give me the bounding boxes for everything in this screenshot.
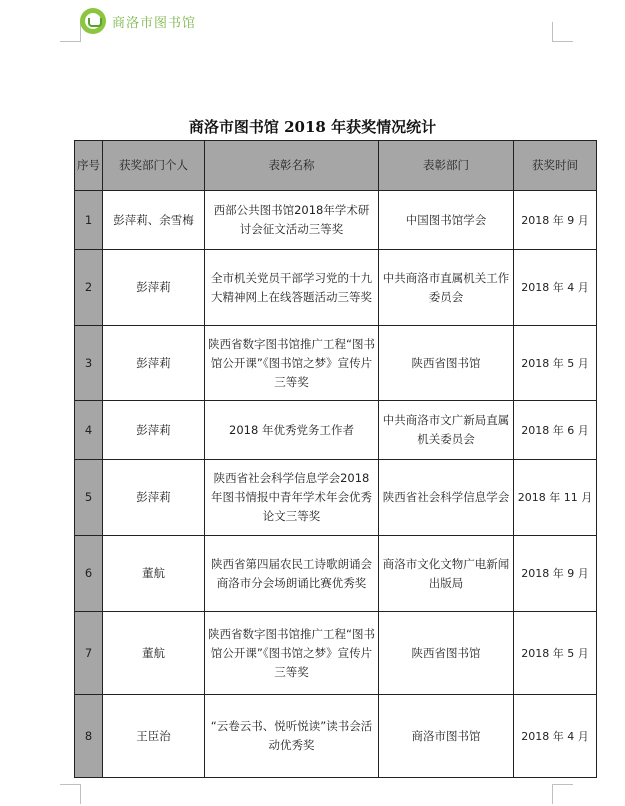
column-header-number: 序号 — [75, 141, 103, 191]
crop-mark — [80, 784, 81, 804]
row-issuer: 陕西省社会科学信息学会 — [379, 460, 514, 536]
row-number: 4 — [75, 401, 103, 460]
row-award: 陕西省数字图书馆推广工程“图书馆公开课”《图书馆之梦》宣传片三等奖 — [205, 612, 379, 695]
row-date: 2018 年 4 月 — [514, 250, 597, 326]
row-number: 2 — [75, 250, 103, 326]
column-header-award: 表彰名称 — [205, 141, 379, 191]
row-winner: 彭萍莉 — [103, 250, 205, 326]
row-issuer: 商洛市图书馆 — [379, 695, 514, 778]
table-header-row — [75, 141, 597, 191]
row-number: 8 — [75, 695, 103, 778]
table-row — [75, 401, 597, 460]
table-row — [75, 612, 597, 695]
column-header-date: 获奖时间 — [514, 141, 597, 191]
table-row — [75, 695, 597, 778]
column-header-issuer: 表彰部门 — [379, 141, 514, 191]
crop-mark — [553, 41, 573, 42]
row-date: 2018 年 4 月 — [514, 695, 597, 778]
row-award: 2018 年优秀党务工作者 — [205, 401, 379, 460]
row-number: 1 — [75, 191, 103, 250]
row-date: 2018 年 11 月 — [514, 460, 597, 536]
document-title: 商洛市图书馆 2018 年获奖情况统计 — [188, 118, 437, 136]
table-row — [75, 326, 597, 401]
table-row — [75, 191, 597, 250]
header-library-name: 商洛市图书馆 — [112, 16, 197, 31]
crop-mark — [552, 22, 553, 42]
crop-mark — [553, 784, 573, 785]
crop-mark — [60, 41, 80, 42]
crop-mark — [60, 784, 80, 785]
row-winner: 彭萍莉 — [103, 401, 205, 460]
table-row — [75, 460, 597, 536]
row-number: 3 — [75, 326, 103, 401]
column-header-winner: 获奖部门个人 — [103, 141, 205, 191]
logo-book-shape — [88, 18, 102, 27]
row-award: 陕西省数字图书馆推广工程“图书馆公开课”《图书馆之梦》宣传片三等奖 — [205, 326, 379, 401]
library-logo-icon — [80, 8, 106, 34]
row-issuer: 中国图书馆学会 — [379, 191, 514, 250]
row-number: 6 — [75, 536, 103, 612]
row-date: 2018 年 5 月 — [514, 612, 597, 695]
row-issuer: 陕西省图书馆 — [379, 326, 514, 401]
row-number: 5 — [75, 460, 103, 536]
row-award: “云卷云书、悦听悦读”读书会活动优秀奖 — [205, 695, 379, 778]
row-winner: 彭萍莉 — [103, 326, 205, 401]
row-winner: 董航 — [103, 536, 205, 612]
row-winner: 彭萍莉、余雪梅 — [103, 191, 205, 250]
crop-mark — [552, 784, 553, 804]
row-issuer: 中共商洛市直属机关工作委员会 — [379, 250, 514, 326]
table-row — [75, 536, 597, 612]
row-award: 陕西省社会科学信息学会2018年图书情报中青年学术年会优秀论文三等奖 — [205, 460, 379, 536]
row-date: 2018 年 9 月 — [514, 536, 597, 612]
row-number: 7 — [75, 612, 103, 695]
row-winner: 董航 — [103, 612, 205, 695]
table-row — [75, 250, 597, 326]
row-winner: 王臣治 — [103, 695, 205, 778]
row-award: 西部公共图书馆2018年学术研讨会征文活动三等奖 — [205, 191, 379, 250]
row-issuer: 商洛市文化文物广电新闻出版局 — [379, 536, 514, 612]
row-issuer: 陕西省图书馆 — [379, 612, 514, 695]
awards-table — [74, 140, 597, 778]
row-award: 全市机关党员干部学习党的十九大精神网上在线答题活动三等奖 — [205, 250, 379, 326]
row-date: 2018 年 6 月 — [514, 401, 597, 460]
row-date: 2018 年 9 月 — [514, 191, 597, 250]
row-issuer: 中共商洛市文广新局直属机关委员会 — [379, 401, 514, 460]
row-winner: 彭萍莉 — [103, 460, 205, 536]
row-award: 陕西省第四届农民工诗歌朗诵会商洛市分会场朗诵比赛优秀奖 — [205, 536, 379, 612]
row-date: 2018 年 5 月 — [514, 326, 597, 401]
